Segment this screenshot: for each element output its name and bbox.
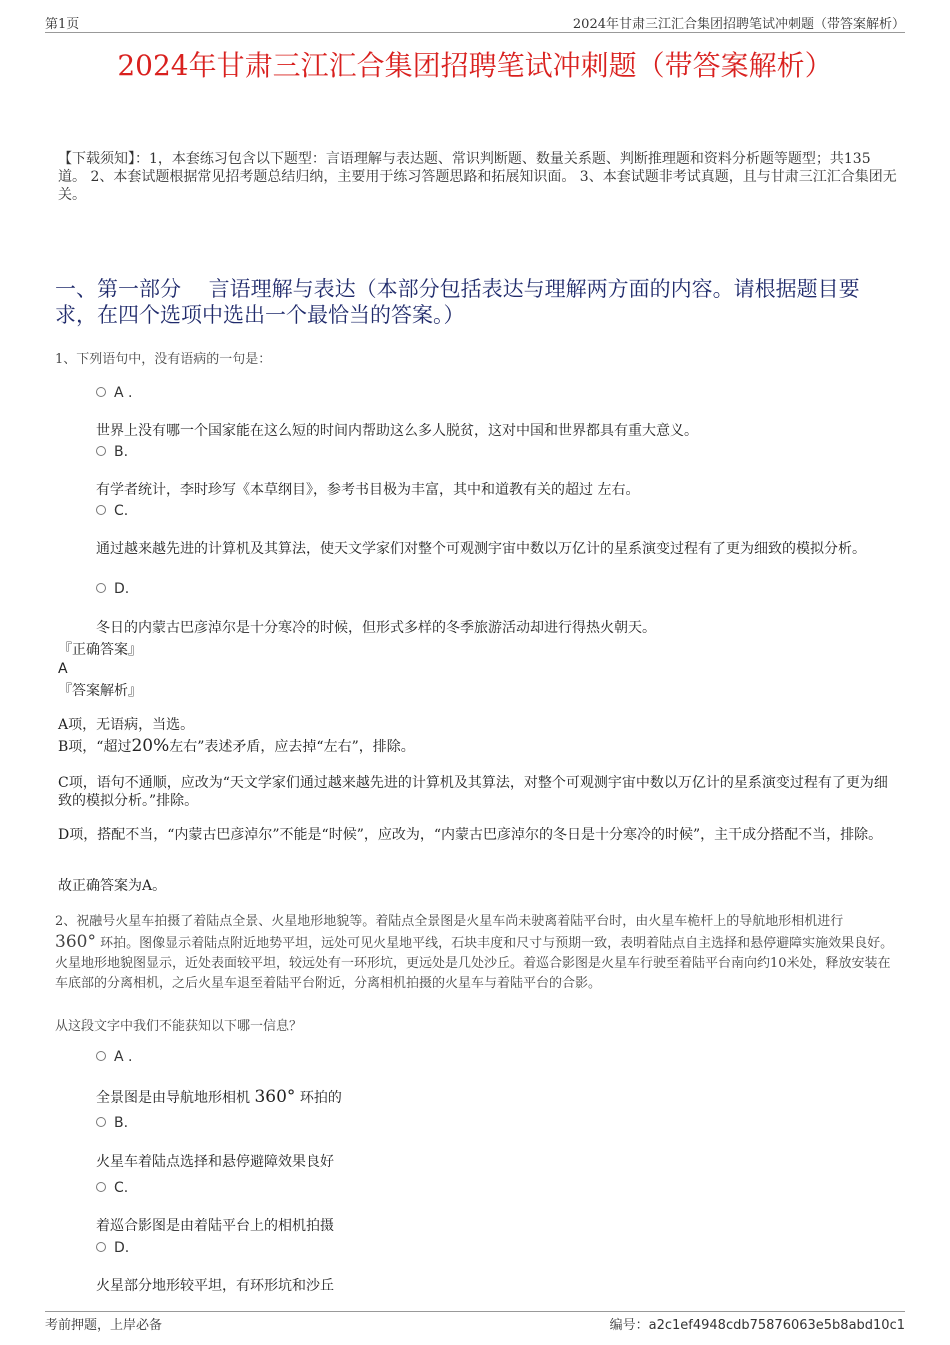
q1-stem: 1、下列语句中，没有语病的一句是： xyxy=(55,352,272,367)
q2-option-d-text: 火星部分地形较平坦，有环形坑和沙丘 xyxy=(96,1278,334,1294)
math-degree: 360° xyxy=(254,1087,296,1107)
footer-slogan: 考前押题，上岸必备 xyxy=(45,1318,163,1333)
q1-option-b[interactable]: B. xyxy=(96,444,128,460)
answer-label: 『正确答案』 xyxy=(58,642,142,658)
analysis-b: B项，“超过20%左右”表述矛盾，应去掉“左右”，排除。 xyxy=(58,736,415,756)
header-title: 2024年甘肃三江汇合集团招聘笔试冲刺题（带答案解析） xyxy=(572,17,905,32)
q1-option-b-text: 有学者统计，李时珍写《本草纲目》，参考书目极为丰富，其中和道教有关的超过 左右。 xyxy=(96,482,640,498)
q1-option-d-text: 冬日的内蒙古巴彦淖尔是十分寒冷的时候，但形式多样的冬季旅游活动却进行得热火朝天。 xyxy=(96,620,656,636)
radio-icon[interactable] xyxy=(96,1051,106,1061)
q2-stem: 2、祝融号火星车拍摄了着陆点全景、火星地形地貌等。着陆点全景图是火星车尚未驶离着陆平台时，由火星车桅杆上的导航地形相机进行 360° 环拍。图像显示着陆点附近地势平坦，远处可见火星地平线，石块丰度和尺寸与预期一致，表明着陆点自主选择和悬停避障实施效果良好。火星地形地貌图显示，近处表面较平坦，较远处有一环形坑，更远处是几处沙丘。着巡合影图是火星车行驶至着陆平台南向约10米处，释放安装在车底部的分离相机，之后火星车退至着陆平台附近，分离相机拍摄的火星车与着陆平台的合影。 xyxy=(55,914,894,991)
q1-option-c-text: 通过越来越先进的计算机及其算法，使天文学家们对整个可观测宇宙中数以万亿计的星系演变过程有了更为细致的模拟分析。 xyxy=(96,541,866,557)
analysis-a: A项，无语病，当选。 xyxy=(58,717,195,733)
q2-option-b[interactable]: B. xyxy=(96,1115,128,1131)
q1-option-d[interactable]: D. xyxy=(96,581,129,597)
radio-icon[interactable] xyxy=(96,1242,106,1252)
download-notice: 【下载须知】：1，本套练习包含以下题型：言语理解与表达题、常识判断题、数量关系题、判断推理题和资料分析题等题型；共135道。 2、本套试题根据常见招考题总结归纳，主要用于练习答题思路和拓展知识面。 3、本套试题非考试真题，且与甘肃三江汇合集团无关。 xyxy=(58,151,897,203)
math-percent: 20% xyxy=(131,736,170,756)
radio-icon[interactable] xyxy=(96,387,106,397)
q1-option-a-text: 世界上没有哪一个国家能在这么短的时间内帮助这么多人脱贫，这对中国和世界都具有重大意义。 xyxy=(96,423,698,439)
footer-code: 编号：a2c1ef4948cdb75876063e5b8abd10c1 xyxy=(609,1318,905,1333)
radio-icon[interactable] xyxy=(96,1117,106,1127)
q2-option-c[interactable]: C. xyxy=(96,1180,128,1196)
q1-option-a[interactable]: A . xyxy=(96,385,132,401)
q2-option-b-text: 火星车着陆点选择和悬停避障效果良好 xyxy=(96,1154,334,1170)
section-heading: 一、第一部分 言语理解与表达（本部分包括表达与理解两方面的内容。请根据题目要求，在四个选项中选出一个最恰当的答案。） xyxy=(55,277,860,327)
math-degree: 360° xyxy=(55,932,96,952)
document-title: 2024年甘肃三江汇合集团招聘笔试冲刺题（带答案解析） xyxy=(117,49,833,82)
radio-icon[interactable] xyxy=(96,583,106,593)
radio-icon[interactable] xyxy=(96,446,106,456)
radio-icon[interactable] xyxy=(96,505,106,515)
q2-question: 从这段文字中我们不能获知以下哪一信息？ xyxy=(55,1019,303,1034)
radio-icon[interactable] xyxy=(96,1182,106,1192)
answer-value: A xyxy=(58,661,68,677)
page-number: 第1页 xyxy=(45,17,80,32)
analysis-d: D项，搭配不当，“内蒙古巴彦淖尔”不能是“时候”，应改为，“内蒙古巴彦淖尔的冬日是十分寒冷的时候”，主干成分搭配不当，排除。 xyxy=(58,827,883,843)
header-divider xyxy=(45,32,905,33)
analysis-conclusion: 故正确答案为A。 xyxy=(58,878,167,894)
q2-option-c-text: 着巡合影图是由着陆平台上的相机拍摄 xyxy=(96,1218,334,1234)
q1-option-c[interactable]: C. xyxy=(96,503,128,519)
analysis-c: C项，语句不通顺，应改为“天文学家们通过越来越先进的计算机及其算法，对整个可观测宇宙中数以万亿计的星系演变过程有了更为细致的模拟分析。”排除。 xyxy=(58,775,888,809)
q2-option-a[interactable]: A . xyxy=(96,1049,132,1065)
q2-option-d[interactable]: D. xyxy=(96,1240,129,1256)
q2-option-a-text: 全景图是由导航地形相机 360° 环拍的 xyxy=(96,1087,342,1107)
analysis-label: 『答案解析』 xyxy=(58,683,142,699)
footer-divider xyxy=(45,1311,905,1312)
